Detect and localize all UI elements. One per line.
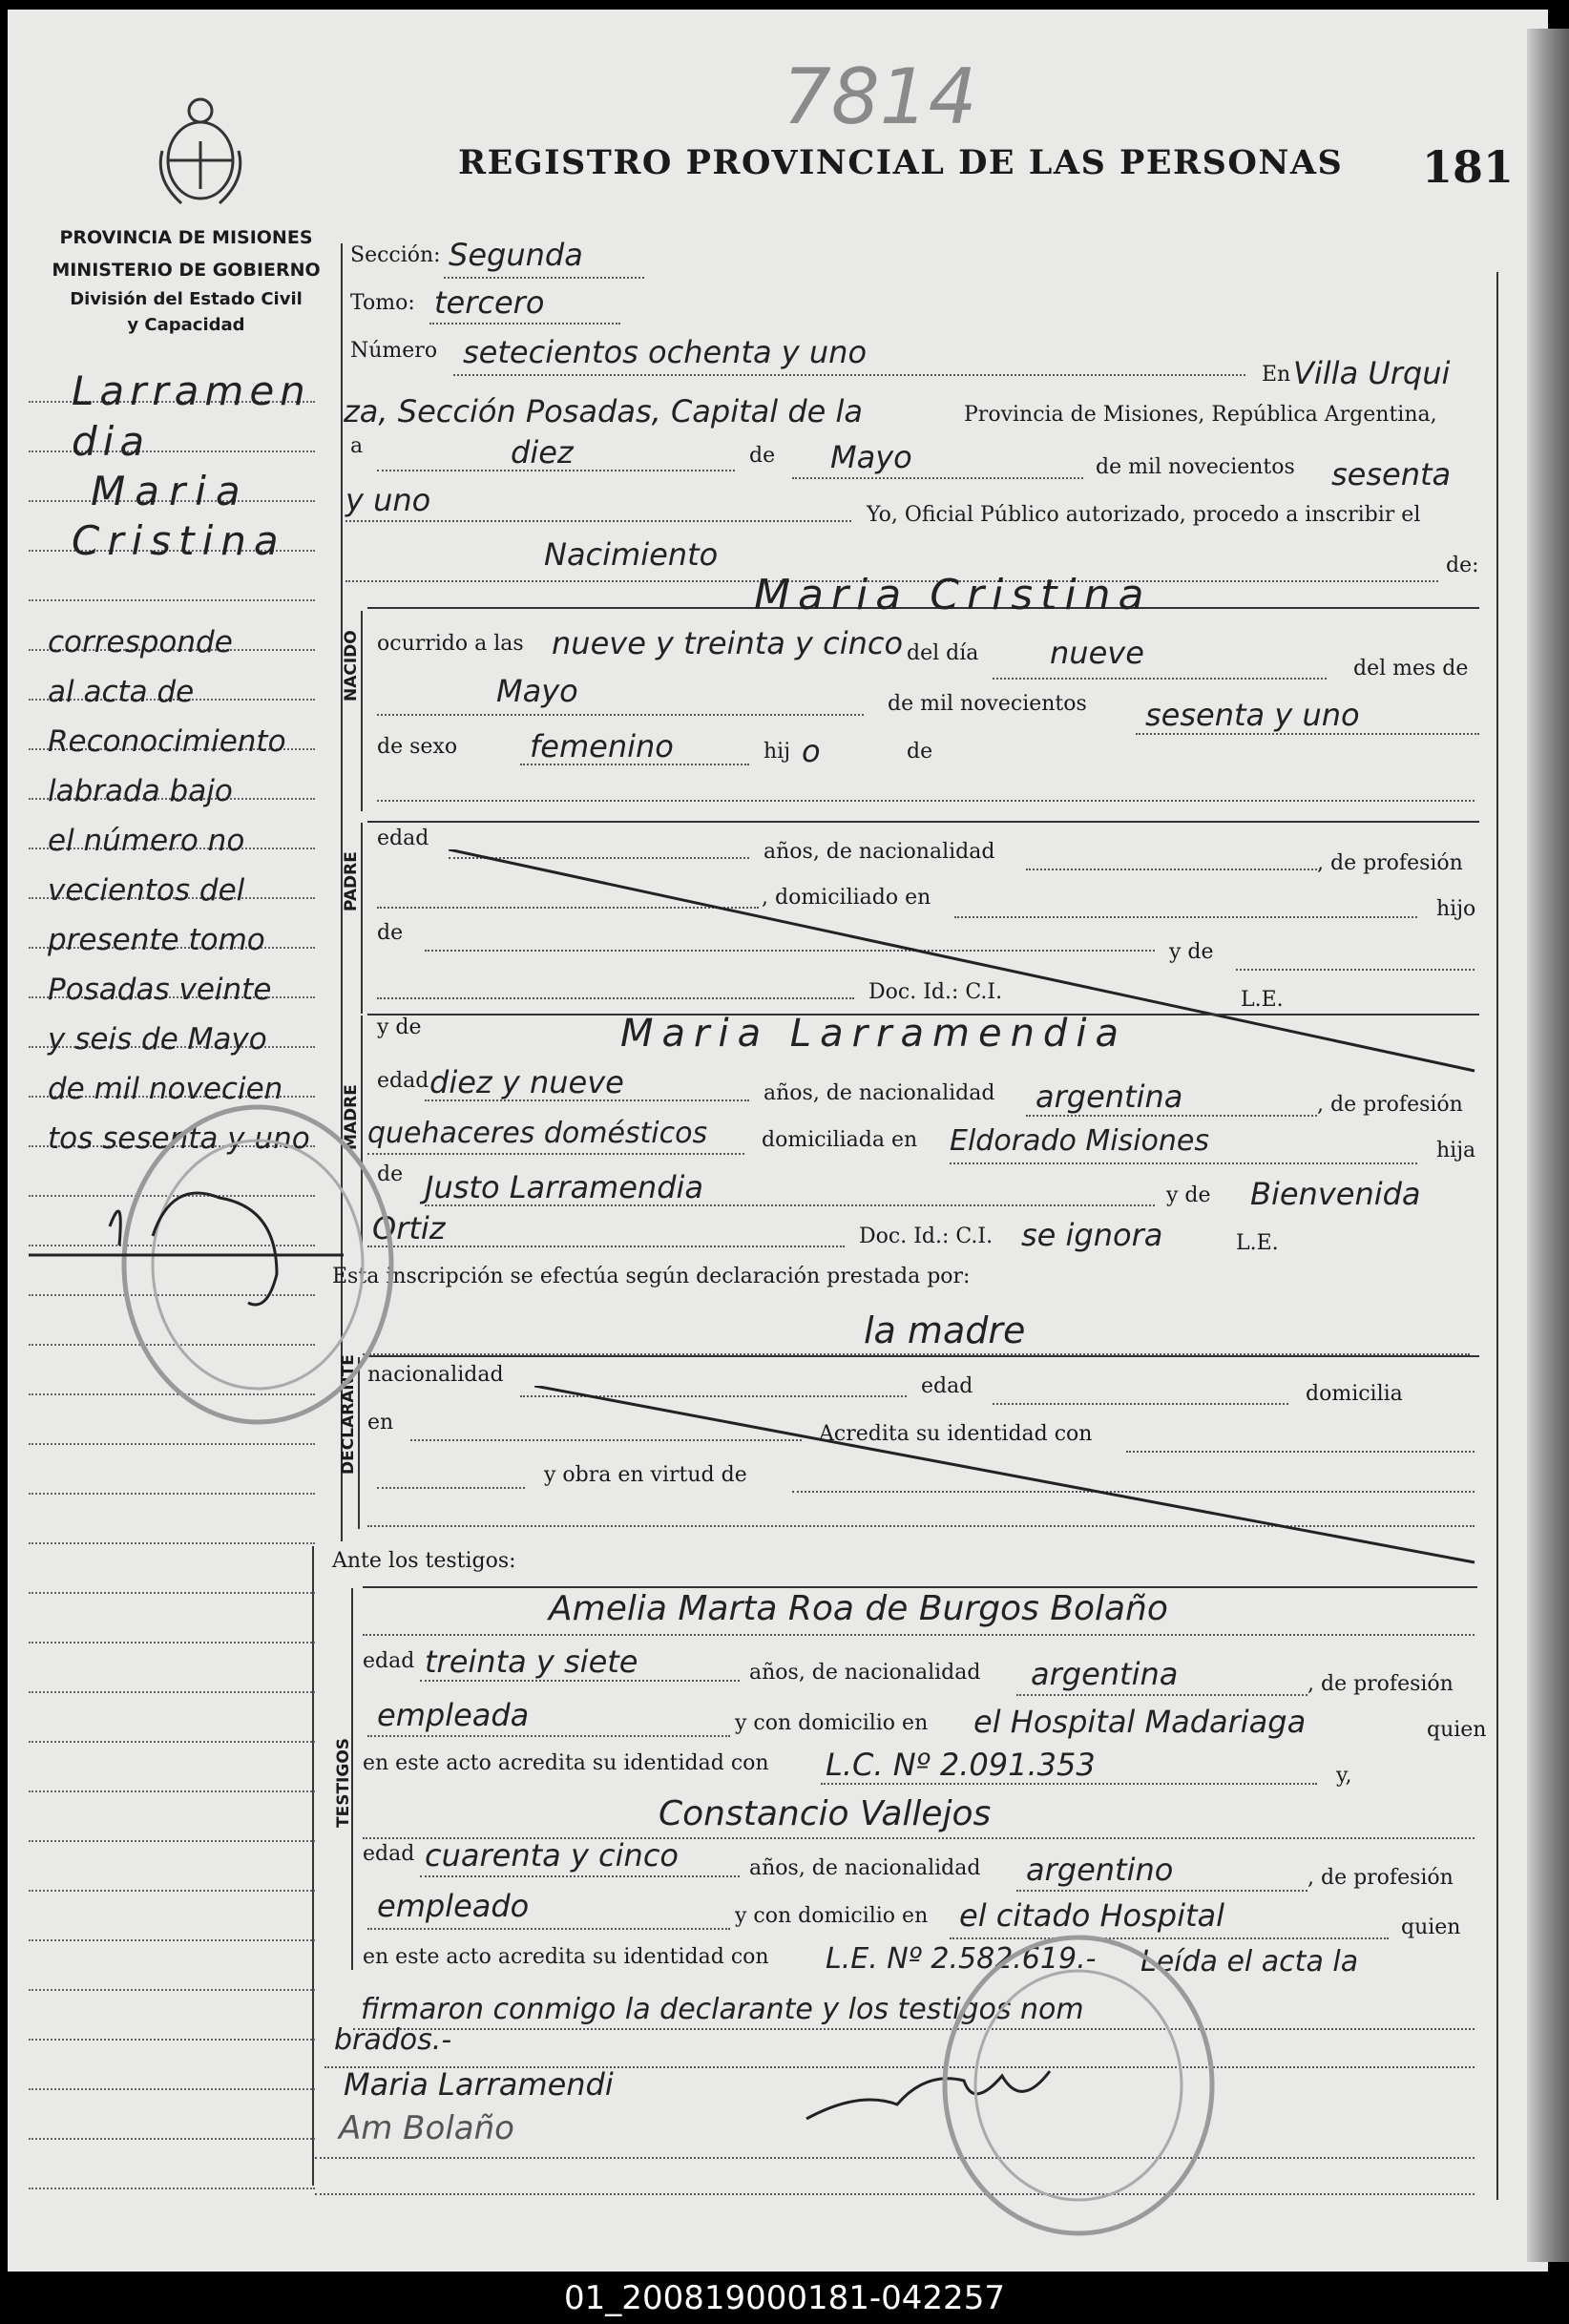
testigos-top-rule — [363, 1586, 1477, 1588]
t1-acredita-label: en este acto acredita su identidad con — [363, 1751, 769, 1775]
t1-y-label: y, — [1336, 1764, 1352, 1788]
madre-de-label: de — [377, 1162, 404, 1186]
t2-acredita-label: en este acto acredita su identidad con — [363, 1945, 769, 1969]
margin-signature — [29, 1169, 344, 1322]
madre-profesion-label: , de profesión — [1317, 1093, 1463, 1117]
padre-edad-label: edad — [377, 827, 429, 850]
t1-edad-line — [420, 1680, 740, 1682]
margin-ruled-line — [29, 1493, 315, 1495]
hora-value: nueve y treinta y cinco — [552, 625, 904, 661]
book-binding-edge — [1527, 29, 1569, 2262]
t1-anios-label: años, de nacionalidad — [749, 1661, 981, 1685]
numero-label: Número — [350, 339, 438, 363]
testigo1-nombre-line — [363, 1634, 1475, 1636]
t2-profesion-label: , de profesión — [1308, 1866, 1454, 1890]
margin-ruled-line — [29, 2039, 315, 2041]
sexo-label: de sexo — [377, 735, 458, 759]
tomo-label: Tomo: — [350, 291, 415, 315]
madre-nacionalidad: argentina — [1036, 1078, 1183, 1115]
office-ministry: MINISTERIO DE GOBIERNO — [52, 260, 321, 281]
madre-le-label: L.E. — [1236, 1231, 1279, 1255]
t1-domicilio-label: y con domicilio en — [735, 1711, 929, 1735]
en-label: En — [1262, 363, 1291, 387]
page-title: REGISTRO PROVINCIAL DE LAS PERSONAS — [458, 143, 1344, 182]
declaracion-text: Esta inscripción se efectúa según declaración prestada por: — [332, 1265, 971, 1288]
t1-edad-label: edad — [363, 1649, 415, 1673]
madre-edad-label: edad — [377, 1069, 429, 1093]
declarante-value: la madre — [864, 1309, 1026, 1351]
madre-blank-line — [367, 1246, 845, 1247]
provincia-text: Provincia de Misiones, República Argentina, — [964, 403, 1437, 427]
t2-quien-label: quien — [1401, 1916, 1461, 1939]
decl-acredita-label: Acredita su identidad con — [819, 1422, 1093, 1446]
official-seal-stamp-right — [935, 1928, 1222, 2243]
testigo2-edad: cuarenta y cinco — [425, 1837, 679, 1874]
testigo1-nombre: Amelia Marta Roa de Burgos Bolaño — [549, 1589, 1168, 1628]
decl-domicilia-label: domicilia — [1306, 1382, 1403, 1406]
nacido-blank-line — [377, 800, 1475, 802]
del-mes-label: del mes de — [1353, 657, 1469, 680]
anio-nac-line — [1136, 733, 1479, 735]
margin-ruled-line — [29, 2188, 315, 2189]
margin-first-name: Maria — [91, 468, 250, 514]
madre-y-de-label: y de — [377, 1015, 422, 1039]
padre-anios-label: años, de nacionalidad — [764, 840, 995, 864]
madre-madre-apellido: Ortiz — [372, 1210, 446, 1246]
numero-line — [453, 374, 1245, 376]
nacido-nombre: Maria Cristina — [754, 571, 1152, 619]
testigo2-domicilio: el citado Hospital — [959, 1897, 1225, 1934]
margin-ruled-line — [29, 1890, 315, 1892]
mes-value: Mayo — [830, 439, 912, 475]
oficial-text: Yo, Oficial Público autorizado, procedo a inscribir el — [867, 503, 1421, 527]
hijo-label: hij — [764, 740, 791, 764]
t1-profesion-label: , de profesión — [1308, 1672, 1454, 1696]
sexo-line — [520, 764, 749, 765]
margin-ruled-line — [29, 1542, 315, 1544]
testigo2-profesion: empleado — [377, 1888, 530, 1924]
numero-value: setecientos ochenta y uno — [463, 334, 868, 370]
declarante-top-rule — [367, 1355, 1479, 1357]
cierre-line-2-rule — [353, 2028, 1475, 2030]
margin-note-line: corresponde — [48, 625, 233, 660]
hijo-de-label: de — [907, 740, 933, 764]
testigo1-doc: L.C. Nº 2.091.353 — [826, 1747, 1096, 1783]
margin-ruled-line — [29, 1642, 315, 1644]
madre-domiciliada-label: domiciliada en — [762, 1128, 918, 1152]
handwritten-folio-number: 7814 — [783, 52, 977, 141]
madre-profesion: quehaceres domésticos — [367, 1117, 708, 1150]
margin-note-line: y seis de Mayo — [48, 1022, 267, 1057]
mes-line — [792, 477, 1083, 479]
t1-nac-line — [1016, 1694, 1308, 1696]
decl-obra-label: y obra en virtud de — [544, 1463, 747, 1487]
hijo-suffix: o — [802, 733, 821, 769]
main-right-border — [1496, 272, 1498, 2200]
dia-nac-line — [993, 678, 1327, 680]
margin-note-line: tos sesenta y uno — [48, 1121, 310, 1156]
mes-nacimiento: Mayo — [496, 673, 578, 709]
padre-top-rule — [367, 821, 1479, 823]
margin-ruled-line — [29, 599, 315, 601]
t2-edad-line — [420, 1875, 740, 1877]
madre-hija-label: hija — [1436, 1139, 1476, 1162]
madre-padre-nombre: Justo Larramendia — [425, 1169, 703, 1205]
madre-madre-nombre: Bienvenida — [1250, 1176, 1421, 1212]
margin-surname-cont: dia — [72, 418, 151, 465]
signature-declarante: Maria Larramendi — [344, 2066, 614, 2103]
madre-edad: diez y nueve — [429, 1064, 624, 1100]
decl-edad-label: edad — [921, 1374, 973, 1398]
padre-le-label: L.E. — [1241, 988, 1284, 1012]
margin-ruled-line — [29, 2138, 315, 2140]
testigos-section-label: TESTIGOS — [334, 1737, 353, 1828]
padre-section-label: PADRE — [342, 851, 361, 911]
nacido-side-rule — [361, 611, 363, 811]
madre-doc: se ignora — [1021, 1217, 1163, 1253]
office-capacity: y Capacidad — [127, 315, 245, 335]
dia-nacimiento: nueve — [1050, 635, 1144, 671]
declarante-section-label: DECLARANTE — [339, 1354, 358, 1475]
de-colon: de: — [1446, 554, 1479, 577]
testigo2-nacionalidad: argentino — [1026, 1852, 1174, 1888]
t2-anios-label: años, de nacionalidad — [749, 1856, 981, 1880]
lugar-cont: za, Sección Posadas, Capital de la — [344, 393, 863, 429]
margin-ruled-line — [29, 1592, 315, 1594]
sig-line-3 — [315, 2193, 1475, 2195]
margin-note-line: de mil novecien — [48, 1072, 283, 1106]
margin-note-line: labrada bajo — [48, 774, 233, 808]
ocurrido-label: ocurrido a las — [377, 632, 524, 656]
image-code-footer: 01_200819000181-042257 — [0, 2273, 1569, 2324]
margin-ruled-line — [29, 1741, 315, 1743]
margin-note-line: el número no — [48, 824, 245, 858]
anio-cont-line — [345, 520, 851, 522]
anio-nac-label: de mil novecientos — [888, 692, 1087, 716]
madre-section-label: MADRE — [342, 1084, 361, 1150]
seccion-label: Sección: — [350, 243, 441, 267]
madre-de-line — [425, 1204, 1155, 1206]
coat-of-arms-emblem — [153, 94, 248, 218]
margin-ruled-line — [29, 1691, 315, 1693]
padre-profesion-label: , de profesión — [1317, 851, 1463, 875]
acto-value: Nacimiento — [544, 536, 719, 573]
office-province: PROVINCIA DE MISIONES — [59, 227, 313, 248]
anio-cont: y uno — [345, 482, 431, 518]
madre-anios-label: años, de nacionalidad — [764, 1081, 995, 1105]
testigo1-nacionalidad: argentina — [1031, 1656, 1179, 1692]
sexo-value: femenino — [530, 728, 674, 764]
anio-nacimiento: sesenta y uno — [1145, 697, 1360, 733]
page-number: 181 — [1422, 141, 1515, 193]
signature-testigo: Am Bolaño — [339, 2109, 514, 2147]
office-division: División del Estado Civil — [70, 289, 303, 309]
cierre-line-3: brados.- — [334, 2023, 452, 2057]
padre-doc-label: Doc. Id.: C.I. — [868, 980, 1003, 1004]
margin-ruled-line — [29, 1790, 315, 1792]
t2-nac-line — [1016, 1890, 1308, 1892]
testigos-intro: Ante los testigos: — [332, 1549, 516, 1573]
nacido-section-label: NACIDO — [342, 630, 361, 701]
sig-line-2 — [315, 2157, 1475, 2159]
margin-second-name: Cristina — [72, 517, 286, 564]
testigo1-domicilio: el Hospital Madariaga — [973, 1704, 1307, 1740]
t1-prof-line — [367, 1735, 730, 1737]
padre-hijo-label: hijo — [1436, 897, 1476, 921]
tomo-value: tercero — [434, 284, 545, 321]
margin-note-line: Posadas veinte — [48, 973, 272, 1007]
decl-blank-line — [377, 1487, 525, 1489]
madre-domicilio: Eldorado Misiones — [950, 1124, 1209, 1158]
anio-text: de mil novecientos — [1096, 455, 1295, 479]
madre-edad-line — [425, 1099, 749, 1101]
madre-prof-line — [367, 1153, 744, 1155]
margin-note-line: presente tomo — [48, 923, 265, 957]
margin-ruled-line — [29, 2088, 315, 2090]
madre-y-de-2: y de — [1166, 1183, 1211, 1207]
decl-nacionalidad-label: nacionalidad — [367, 1363, 504, 1387]
seccion-line — [444, 277, 644, 279]
t2-edad-label: edad — [363, 1842, 415, 1866]
cierre-line-1: Leída el acta la — [1140, 1945, 1359, 1979]
seccion-value: Segunda — [449, 237, 583, 273]
lugar-value: Villa Urqui — [1293, 355, 1451, 391]
testigo2-nombre: Constancio Vallejos — [659, 1794, 992, 1833]
testigo2-doc: L.E. Nº 2.582.619.- — [826, 1942, 1097, 1976]
cierre-line-2: firmaron conmigo la declarante y los testigos nom — [361, 1993, 1084, 2026]
margin-note-line: Reconocimiento — [48, 724, 286, 759]
t1-quien-label: quien — [1427, 1718, 1487, 1742]
tomo-line — [429, 323, 620, 325]
margin-note-line: vecientos del — [48, 873, 245, 908]
mes-nac-line — [377, 714, 864, 716]
testigo1-profesion: empleada — [377, 1697, 530, 1733]
madre-doc-label: Doc. Id.: C.I. — [859, 1225, 994, 1248]
madre-nombre: Maria Larramendia — [620, 1012, 1127, 1056]
testigo1-edad: treinta y siete — [425, 1644, 638, 1680]
padre-y-de-label: y de — [1169, 940, 1214, 964]
dia-line — [377, 470, 735, 471]
margin-ruled-line — [29, 1443, 315, 1445]
del-dia-label: del día — [907, 641, 979, 665]
declarante-cancel-strike — [534, 1386, 1479, 1567]
decl-en-label: en — [367, 1411, 394, 1434]
margin-ruled-line — [29, 1989, 315, 1991]
margin-ruled-line — [29, 1939, 315, 1941]
dia-value: diez — [511, 434, 574, 471]
margin-ruled-line — [29, 1840, 315, 1842]
t2-domicilio-label: y con domicilio en — [735, 1904, 929, 1928]
madre-dom-line — [950, 1162, 1417, 1164]
a-label: a — [350, 434, 364, 458]
padre-side-rule — [361, 823, 363, 1014]
padre-de-label: de — [377, 921, 404, 945]
anio-value: sesenta — [1331, 456, 1452, 492]
margin-surname: Larramen — [72, 367, 311, 414]
margin-note-line: al acta de — [48, 675, 195, 709]
madre-nac-line — [1026, 1115, 1317, 1117]
t2-prof-line — [367, 1928, 730, 1930]
padre-domiciliado-label: , domiciliado en — [762, 886, 931, 910]
de-label: de — [749, 444, 776, 468]
t1-doc-line — [821, 1783, 1317, 1785]
